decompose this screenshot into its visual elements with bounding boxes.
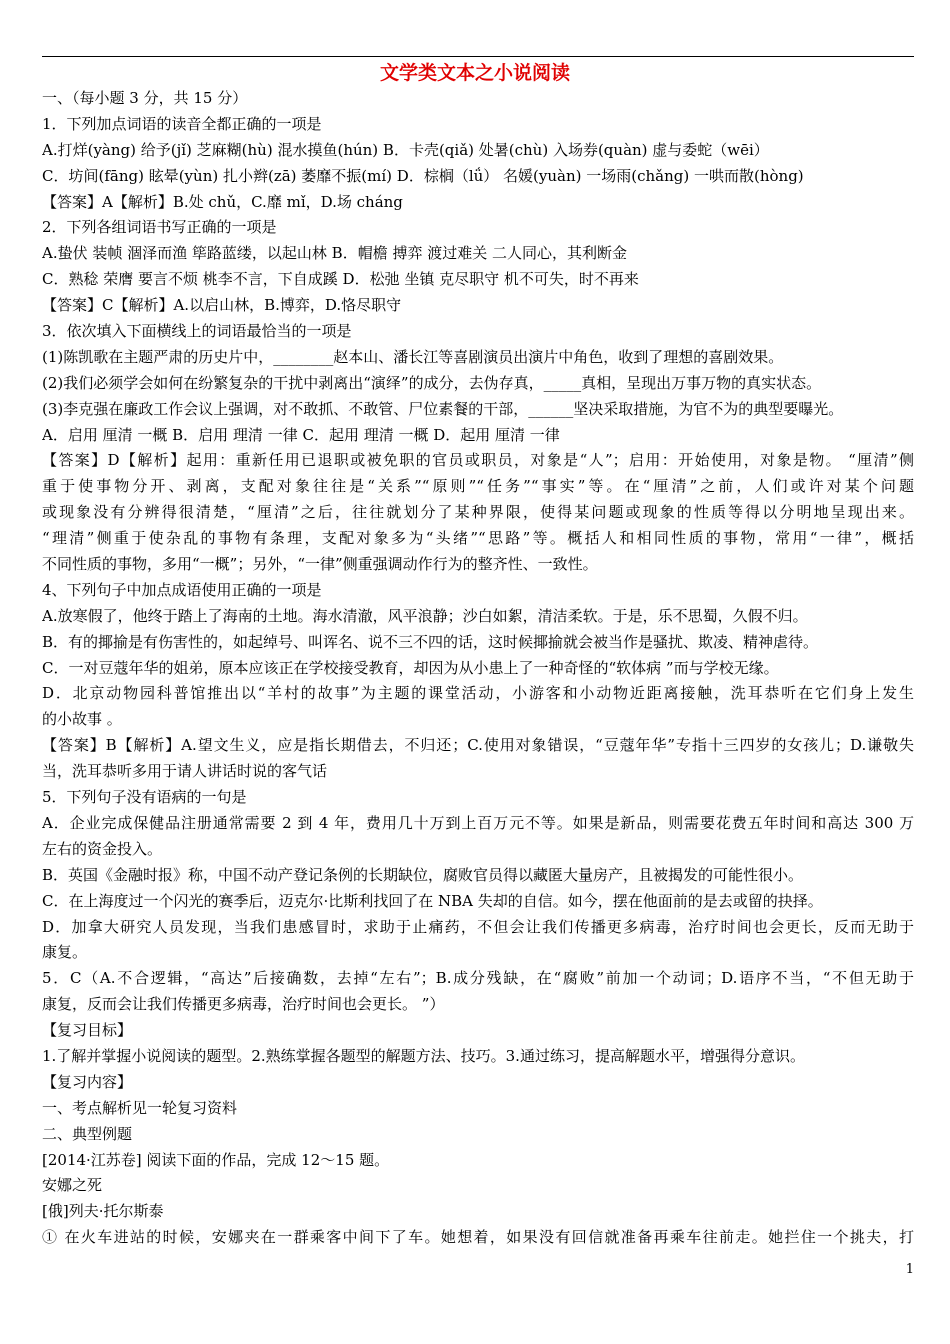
text-line: 左右的资金投入。 xyxy=(42,839,163,858)
text-line: [2014·江苏卷] 阅读下面的作品，完成 12～15 题。 xyxy=(42,1150,390,1169)
text-line: 1．下列加点词语的读音全都正确的一项是 xyxy=(42,114,322,133)
header-rule xyxy=(42,56,914,57)
text-line: 当，洗耳恭听多用于请人讲话时说的客气话 xyxy=(42,762,328,781)
text-line: 的小故事 。 xyxy=(42,710,122,729)
text-line: 康复。 xyxy=(42,943,88,962)
text-line: 4、下列句子中加点成语使用正确的一项是 xyxy=(42,580,322,599)
text-line: C．一对豆蔻年华的姐弟，原本应该正在学校接受教育，却因为从小患上了一种奇怪的“软体病 ”而与学校无缘。 xyxy=(42,658,779,677)
text-line: 【答案】C【解析】A.以启山林，B.博弈，D.恪尽职守 xyxy=(42,296,402,315)
section-heading: 【复习目标】 xyxy=(42,1021,133,1040)
text-line: D．北京动物园科普馆推出以“羊村的故事”为主题的课堂活动，小游客和小动物近距离接触，洗耳恭听在它们身上发生 xyxy=(42,684,914,703)
text-line: 不同性质的事物，多用“一概”；另外，“一律”侧重强调动作行为的整齐性、一致性。 xyxy=(42,555,598,574)
text-line: 康复，反而会让我们传播更多病毒，治疗时间也会更长。 ”） xyxy=(42,995,445,1014)
text-line: C．在上海度过一个闪光的赛季后，迈克尔·比斯利找回了在 NBA 失却的自信。如今，摆在他面前的是去或留的抉择。 xyxy=(42,891,823,910)
story-author: [俄]列夫·托尔斯泰 xyxy=(42,1202,164,1221)
text-line: “理清”侧重于使杂乱的事物有条理，支配对象多为“头绪”“思路”等。概括人和相同性质的事物，常用“一律”，概括 xyxy=(42,529,914,548)
text-line: 5．下列句子没有语病的一句是 xyxy=(42,788,247,807)
text-line: 【答案】A【解析】B.处 chǔ，C.靡 mǐ，D.场 cháng xyxy=(42,192,403,211)
text-line: B．英国《金融时报》称，中国不动产登记条例的长期缺位，腐败官员得以藏匿大量房产，且被揭发的可能性很小。 xyxy=(42,865,804,884)
document-body xyxy=(42,86,914,1251)
text-line: A.打烊(yàng) 给予(jǐ) 芝麻糊(hù) 混水摸鱼(hún) B．卡壳(qiǎ) 处暑(chù) 入场券(quàn) 虚与委蛇（wēi） xyxy=(42,140,769,159)
page-number: 1 xyxy=(905,1262,914,1277)
story-title: 安娜之死 xyxy=(42,1176,103,1195)
text-line: 2．下列各组词语书写正确的一项是 xyxy=(42,218,277,237)
text-line: B．有的揶揄是有伤害性的，如起绰号、叫诨名、说不三不四的话，这时候揶揄就会被当作是骚扰、欺凌、精神虐待。 xyxy=(42,632,819,651)
text-line: C．熟稔 荣膺 要言不烦 桃李不言，下自成蹊 D．松弛 坐镇 克尽职守 机不可失，时不再来 xyxy=(42,270,639,289)
section-heading: 【复习内容】 xyxy=(42,1072,133,1091)
text-line: D．加拿大研究人员发现，当我们患感冒时，求助于止痛药，不但会让我们传播更多病毒，治疗时间也会更长，反而无助于 xyxy=(42,917,914,936)
text-line: 一、（每小题 3 分，共 15 分） xyxy=(42,89,248,107)
text-line: A．企业完成保健品注册通常需要 2 到 4 年，费用几十万到上百万元不等。如果是新品，则需要花费五年时间和高达 300 万 xyxy=(42,813,914,832)
text-line: 或现象没有分辨得很清楚，“厘清”之后，往往就划分了某种界限，使得某问题或现象的性质等得以分明地呈现出来。 xyxy=(42,503,914,522)
text-line: 二、典型例题 xyxy=(42,1124,133,1143)
text-line: (1)陈凯歌在主题严肃的历史片中，________赵本山、潘长江等喜剧演员出演片中角色，收到了理想的喜剧效果。 xyxy=(42,347,784,366)
text-line: 一、考点解析见一轮复习资料 xyxy=(42,1098,238,1117)
text-line: A.放寒假了，他终于踏上了海南的土地。海水清澈，风平浪静；沙白如絮，清洁柔软。于是，乐不思蜀，久假不归。 xyxy=(42,606,808,625)
text-line: 5．C（A.不合逻辑，“高达”后接确数，去掉“左右”；B.成分残缺，在“腐败”前加一个动词；D.语序不当，“不但无助于 xyxy=(42,969,914,988)
text-line: 【答案】D【解析】起用：重新任用已退职或被免职的官员或职员，对象是“人”；启用：开始使用，对象是物。 “厘清”侧 xyxy=(42,451,914,470)
text-line: A．启用 厘清 一概 B．启用 理清 一律 C．起用 理清 一概 D．起用 厘清 一律 xyxy=(42,425,560,444)
text-line: 【答案】B【解析】A.望文生义，应是指长期借去，不归还；C.使用对象错误，“豆蔻年华”专指十三四岁的女孩儿；D.谦敬失 xyxy=(42,736,914,755)
text-line: 重于使事物分开、剥离，支配对象往往是“关系”“原则”“任务”“事实”等。在“厘清”之前，人们或许对某个问题 xyxy=(42,477,914,496)
text-line: (2)我们必须学会如何在纷繁复杂的干扰中剥离出“演绎”的成分，去伪存真，_____真相，呈现出万事万物的真实状态。 xyxy=(42,373,822,392)
text-line: (3)李克强在廉政工作会议上强调，对不敢抓、不敢管、尸位素餐的干部，______坚决采取措施，为官不为的典型要曝光。 xyxy=(42,399,844,418)
text-line: A.蛰伏 装帧 涸泽而渔 筚路蓝缕，以起山林 B．帽檐 搏弈 渡过难关 二人同心，其利断金 xyxy=(42,244,628,263)
text-line: C．坊间(fāng) 眩晕(yùn) 扎小辫(zā) 萎靡不振(mí) D．棕榈（lǘ） 名媛(yuàn) 一场雨(chǎng) 一哄而散(hòng) xyxy=(42,166,804,185)
text-line: ① 在火车进站的时候，安娜夹在一群乘客中间下了车。她想着，如果没有回信就准备再乘车往前走。她拦住一个挑夫，打 xyxy=(42,1228,914,1247)
document-title: 文学类文本之小说阅读 xyxy=(379,62,570,84)
text-line: 3．依次填入下面横线上的词语最恰当的一项是 xyxy=(42,322,352,341)
text-line: 1.了解并掌握小说阅读的题型。2.熟练掌握各题型的解题方法、技巧。3.通过练习，提高解题水平，增强得分意识。 xyxy=(42,1046,805,1065)
